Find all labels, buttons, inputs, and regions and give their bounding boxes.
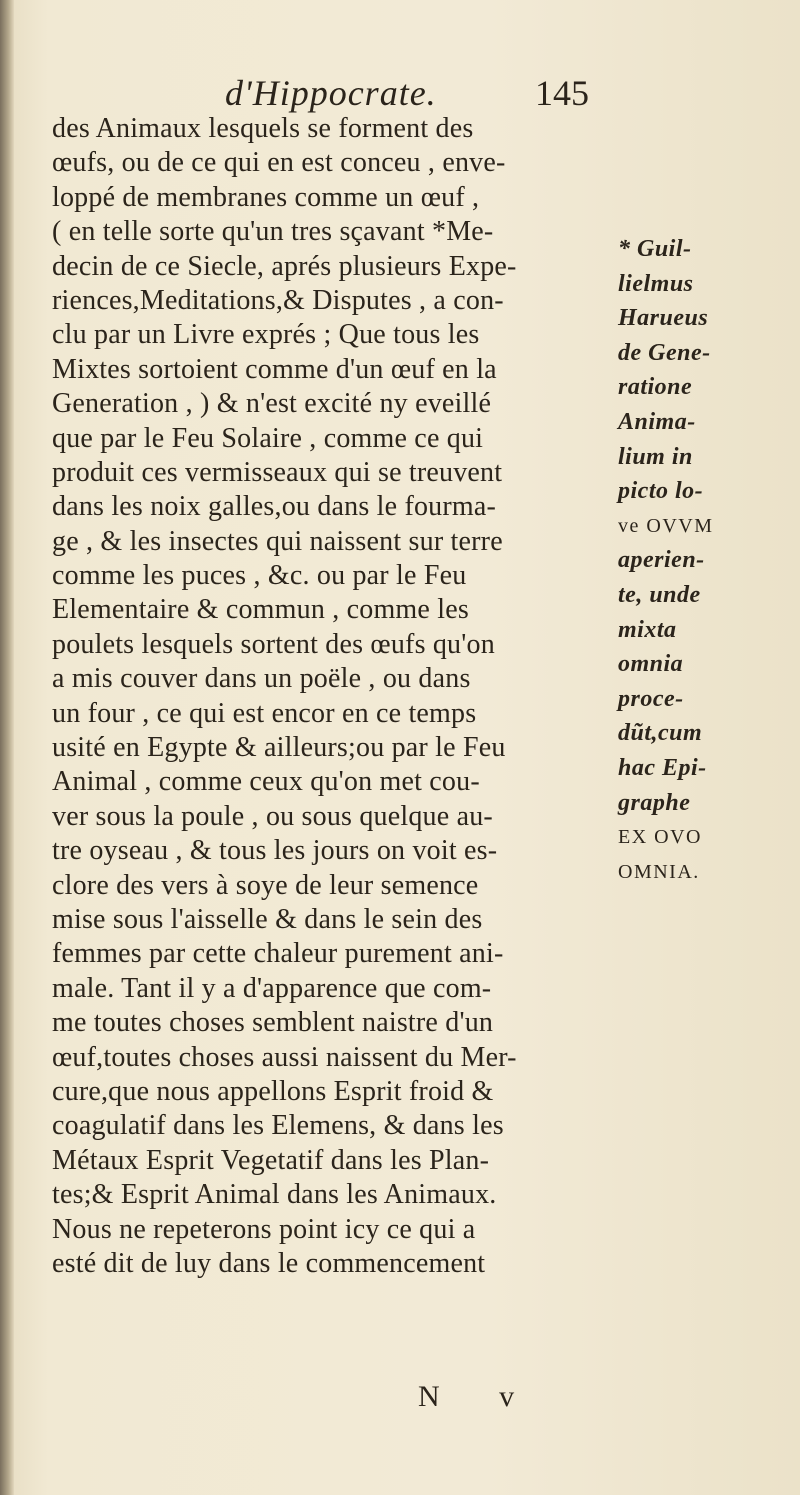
text-line: dans les noix galles,ou dans le fourma- [52,491,497,523]
text-line: decin de ce Siecle, aprés plusieurs Expe- [52,250,517,282]
text-line: tes;& Esprit Animal dans les Animaux. [52,1179,497,1211]
text-line: produit ces vermisseaux qui se treuvent [52,456,503,488]
text-line: un four , ce qui est encor en ce temps [52,697,477,729]
text-line: Generation , ) & n'est excité ny eveillé [52,388,492,420]
margin-note-line: de Gene- [618,339,711,366]
text-line: clore des vers à soye de leur semence [52,869,479,901]
text-line: clu par un Livre exprés ; Que tous les [52,319,480,351]
signature-mark: N v [418,1380,541,1413]
text-line: mise sous l'aisselle & dans le sein des [52,903,483,935]
margin-note-line: picto lo- [618,478,704,505]
text-line: Métaux Esprit Vegetatif dans les Plan- [52,1144,490,1176]
margin-note-line: hac Epi- [618,754,707,781]
margin-note-line: lium in [618,443,693,470]
margin-note-line: proce- [618,685,684,712]
text-line: œufs, ou de ce qui en est conceu , enve- [52,147,506,179]
text-line: poulets lesquels sortent des œufs qu'on [52,628,495,660]
text-line: femmes par cette chaleur purement ani- [52,938,504,970]
text-line: coagulatif dans les Elemens, & dans les [52,1110,504,1142]
margin-note-line: mixta [618,616,677,643]
text-line: Mixtes sortoient comme d'un œuf en la [52,353,497,385]
text-line: male. Tant il y a d'apparence que com- [52,972,492,1004]
text-line: comme les puces , &c. ou par le Feu [52,560,467,592]
text-line: des Animaux lesquels se forment des [52,113,474,144]
margin-note-line: aperien- [618,547,705,574]
margin-note-line: lielmus [618,270,694,297]
page-gutter [0,0,14,1495]
margin-note-line: Anima- [618,408,696,435]
page-number: 145 [535,73,589,113]
margin-note-line: * Guil- [618,236,692,262]
text-line: Animal , comme ceux qu'on met cou- [52,766,480,798]
margin-note-line: dũt,cum [618,720,703,747]
text-line: ( en telle sorte qu'un tres sçavant *Me- [52,216,494,248]
text-line: œuf,toutes choses aussi naissent du Mer- [52,1041,517,1073]
text-line: cure,que nous appellons Esprit froid & [52,1075,494,1107]
text-line: ge , & les insectes qui naissent sur terre [52,525,503,557]
margin-note-line: Harueus [618,305,709,332]
running-title: d'Hippocrate. [225,73,437,113]
text-line: me toutes choses semblent naistre d'un [52,1007,494,1039]
margin-note-line: EX OVO [618,826,702,849]
text-line: riences,Meditations,& Disputes , a con- [52,284,504,316]
margin-note-line: ratione [618,374,693,401]
margin-note-line: omnia [618,651,684,678]
body-text [52,112,612,1281]
text-line: usité en Egypte & ailleurs;ou par le Feu [52,732,506,764]
margin-note-line: te, unde [618,581,701,608]
text-line: Nous ne repeterons point icy ce qui a [52,1213,476,1245]
text-line: a mis couver dans un poële , ou dans [52,663,471,695]
text-line: loppé de membranes comme un œuf , [52,181,480,213]
margin-note-line: ve OVVM [618,514,714,537]
text-line: ver sous la poule , ou sous quelque au- [52,800,493,832]
margin-note-line: graphe [618,789,691,816]
text-line: Elementaire & commun , comme les [52,594,469,626]
text-line: que par le Feu Solaire , comme ce qui [52,422,484,454]
text-line: tre oyseau , & tous les jours on voit es- [52,835,498,867]
margin-note [618,232,798,889]
margin-note-line: OMNIA. [618,860,700,883]
text-line: esté dit de luy dans le commencement [52,1247,486,1279]
